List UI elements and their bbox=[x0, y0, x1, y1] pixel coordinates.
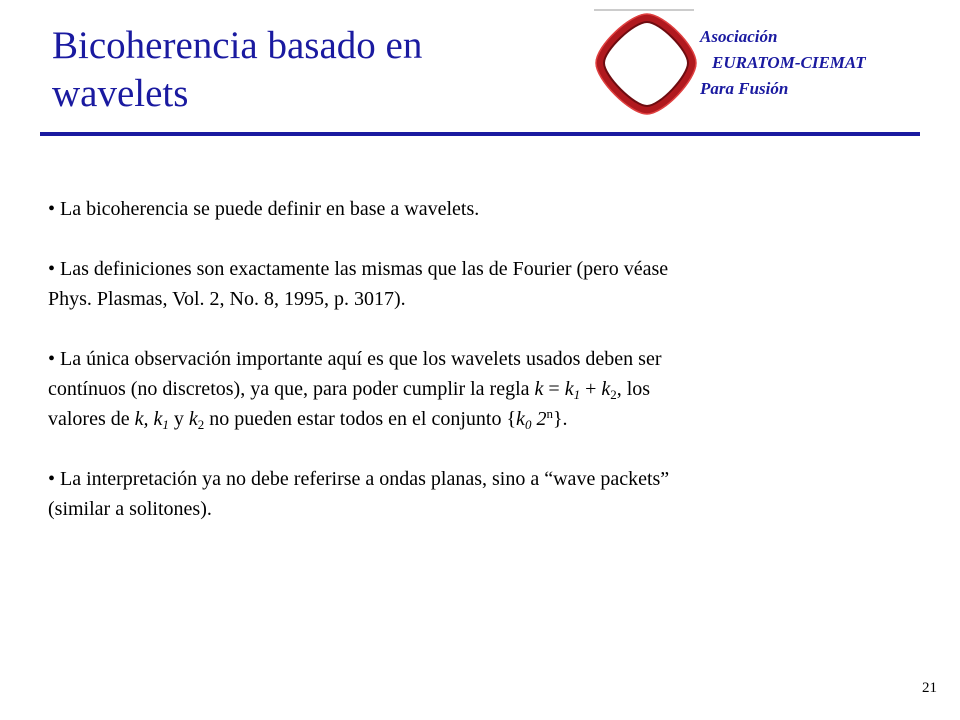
two: 2 bbox=[531, 408, 547, 430]
bullet-2-line-2: Phys. Plasmas, Vol. 2, No. 8, 1995, p. 3017). bbox=[48, 288, 406, 310]
bullet-3-line-1: • La única observación importante aquí es que los wavelets usados deben ser bbox=[48, 348, 662, 370]
sup-n: n bbox=[546, 406, 553, 421]
bullet-4-line-1: • La interpretación ya no debe referirse a ondas planas, sino a “wave packets” bbox=[48, 468, 670, 490]
sub-1b: 1 bbox=[162, 417, 169, 432]
bullet-1 bbox=[48, 194, 898, 224]
sub-2: 2 bbox=[610, 387, 617, 402]
equals: = bbox=[543, 378, 565, 400]
slide-body bbox=[48, 194, 898, 554]
b3-text-a: contínuos (no discretos), ya que, para poder cumplir la regla bbox=[48, 378, 535, 400]
var-k: k bbox=[534, 378, 544, 400]
org-line-3: Para Fusión bbox=[700, 79, 789, 98]
sub-0: 0 bbox=[524, 417, 532, 432]
title-line-1: Bicoherencia basado en bbox=[52, 24, 423, 67]
bullet-3-line-2 bbox=[48, 374, 898, 404]
org-line-2: EURATOM-CIEMAT bbox=[712, 53, 866, 72]
sub-2b: 2 bbox=[197, 417, 205, 432]
sub-1: 1 bbox=[573, 387, 581, 402]
title-divider bbox=[40, 132, 920, 136]
euratom-ciemat-logo-icon bbox=[592, 6, 702, 118]
b3-text-e: }. bbox=[552, 408, 568, 430]
var-k2b: k bbox=[188, 408, 198, 430]
organization-name bbox=[700, 24, 866, 102]
bullet-3 bbox=[48, 344, 898, 434]
var-k0: k bbox=[516, 408, 525, 430]
var-k2: k bbox=[601, 378, 611, 400]
bullet-4-line-2: (similar a solitones). bbox=[48, 498, 212, 520]
conj-y: y bbox=[168, 408, 189, 430]
bullet-1-text: • La bicoherencia se puede definir en base a wavelets. bbox=[48, 198, 480, 220]
bullet-2-line-1: • Las definiciones son exactamente las mismas que las de Fourier (pero véase bbox=[48, 258, 669, 280]
var-k-k1: k, k bbox=[134, 408, 163, 430]
title-line-2: wavelets bbox=[52, 72, 189, 115]
bullet-4 bbox=[48, 464, 898, 524]
var-k1: k bbox=[564, 378, 574, 400]
page-number: 21 bbox=[922, 680, 937, 696]
b3-text-d: no pueden estar todos en el conjunto { bbox=[204, 408, 517, 430]
org-line-1: Asociación bbox=[700, 27, 778, 46]
slide-title bbox=[52, 22, 572, 118]
plus: + bbox=[580, 378, 602, 400]
b3-text-b: , los bbox=[616, 378, 651, 400]
b3-text-c: valores de bbox=[48, 408, 135, 430]
bullet-3-line-3 bbox=[48, 404, 898, 434]
bullet-2 bbox=[48, 254, 898, 314]
